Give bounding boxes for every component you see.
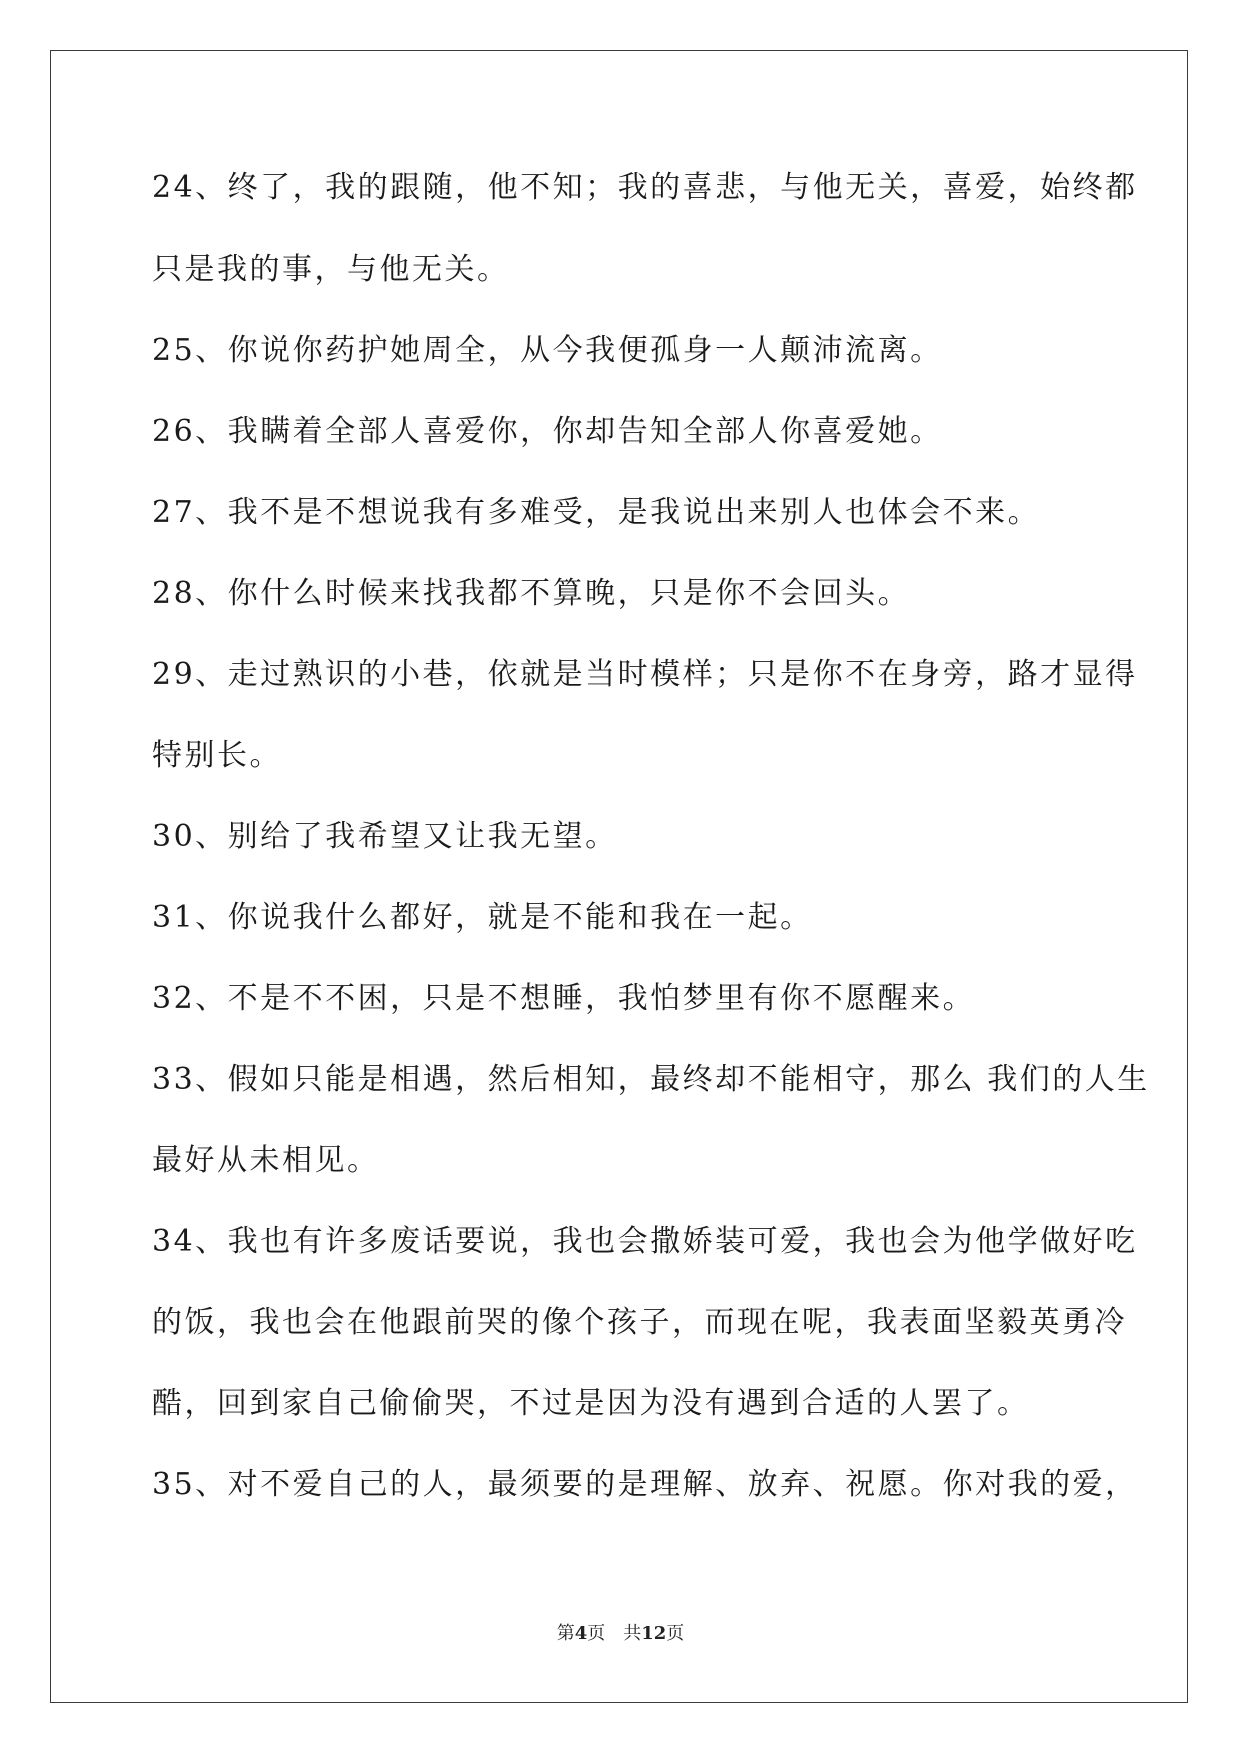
page-label-prefix: 第: [556, 1623, 575, 1644]
text-line: 32、不是不不困，只是不想睡，我怕梦里有你不愿醒来。: [152, 981, 976, 1016]
text-line: 25、你说你药护她周全，从今我便孤身一人颠沛流离。: [152, 333, 943, 368]
text-line: 29、走过熟识的小巷，依就是当时模样；只是你不在身旁，路才显得: [152, 657, 1138, 692]
page-number: 4: [574, 1623, 588, 1644]
page-label-suffix: 页: [587, 1623, 606, 1644]
text-line: 35、对不爱自己的人，最须要的是理解、放弃、祝愿。你对我的爱，: [152, 1467, 1138, 1502]
text-line: 只是我的事，与他无关。: [152, 252, 510, 287]
text-line: 酷，回到家自己偷偷哭，不过是因为没有遇到合适的人罢了。: [152, 1386, 1030, 1421]
total-pages: 12: [641, 1623, 667, 1644]
page-border: [50, 50, 1188, 1703]
text-line: 24、终了，我的跟随，他不知；我的喜悲，与他无关，喜爱，始终都: [152, 170, 1138, 205]
text-line: 34、我也有许多废话要说，我也会撒娇装可爱，我也会为他学做好吃: [152, 1224, 1138, 1259]
text-line: 33、假如只能是相遇，然后相知，最终却不能相守，那么 我们的人生: [152, 1062, 1150, 1097]
text-line: 特别长。: [152, 738, 282, 773]
text-line: 30、别给了我希望又让我无望。: [152, 819, 618, 854]
text-line: 27、我不是不想说我有多难受，是我说出来别人也体会不来。: [152, 495, 1041, 530]
text-line: 最好从未相见。: [152, 1143, 380, 1178]
text-line: 31、你说我什么都好，就是不能和我在一起。: [152, 900, 813, 935]
total-label-suffix: 页: [666, 1623, 685, 1644]
text-line: 的饭，我也会在他跟前哭的像个孩子，而现在呢，我表面坚毅英勇冷: [152, 1305, 1127, 1340]
page-footer: [0, 1622, 1241, 1646]
text-line: 28、你什么时候来找我都不算晚，只是你不会回头。: [152, 576, 911, 611]
total-label-prefix: 共: [623, 1623, 642, 1644]
text-line: 26、我瞒着全部人喜爱你，你却告知全部人你喜爱她。: [152, 414, 943, 449]
